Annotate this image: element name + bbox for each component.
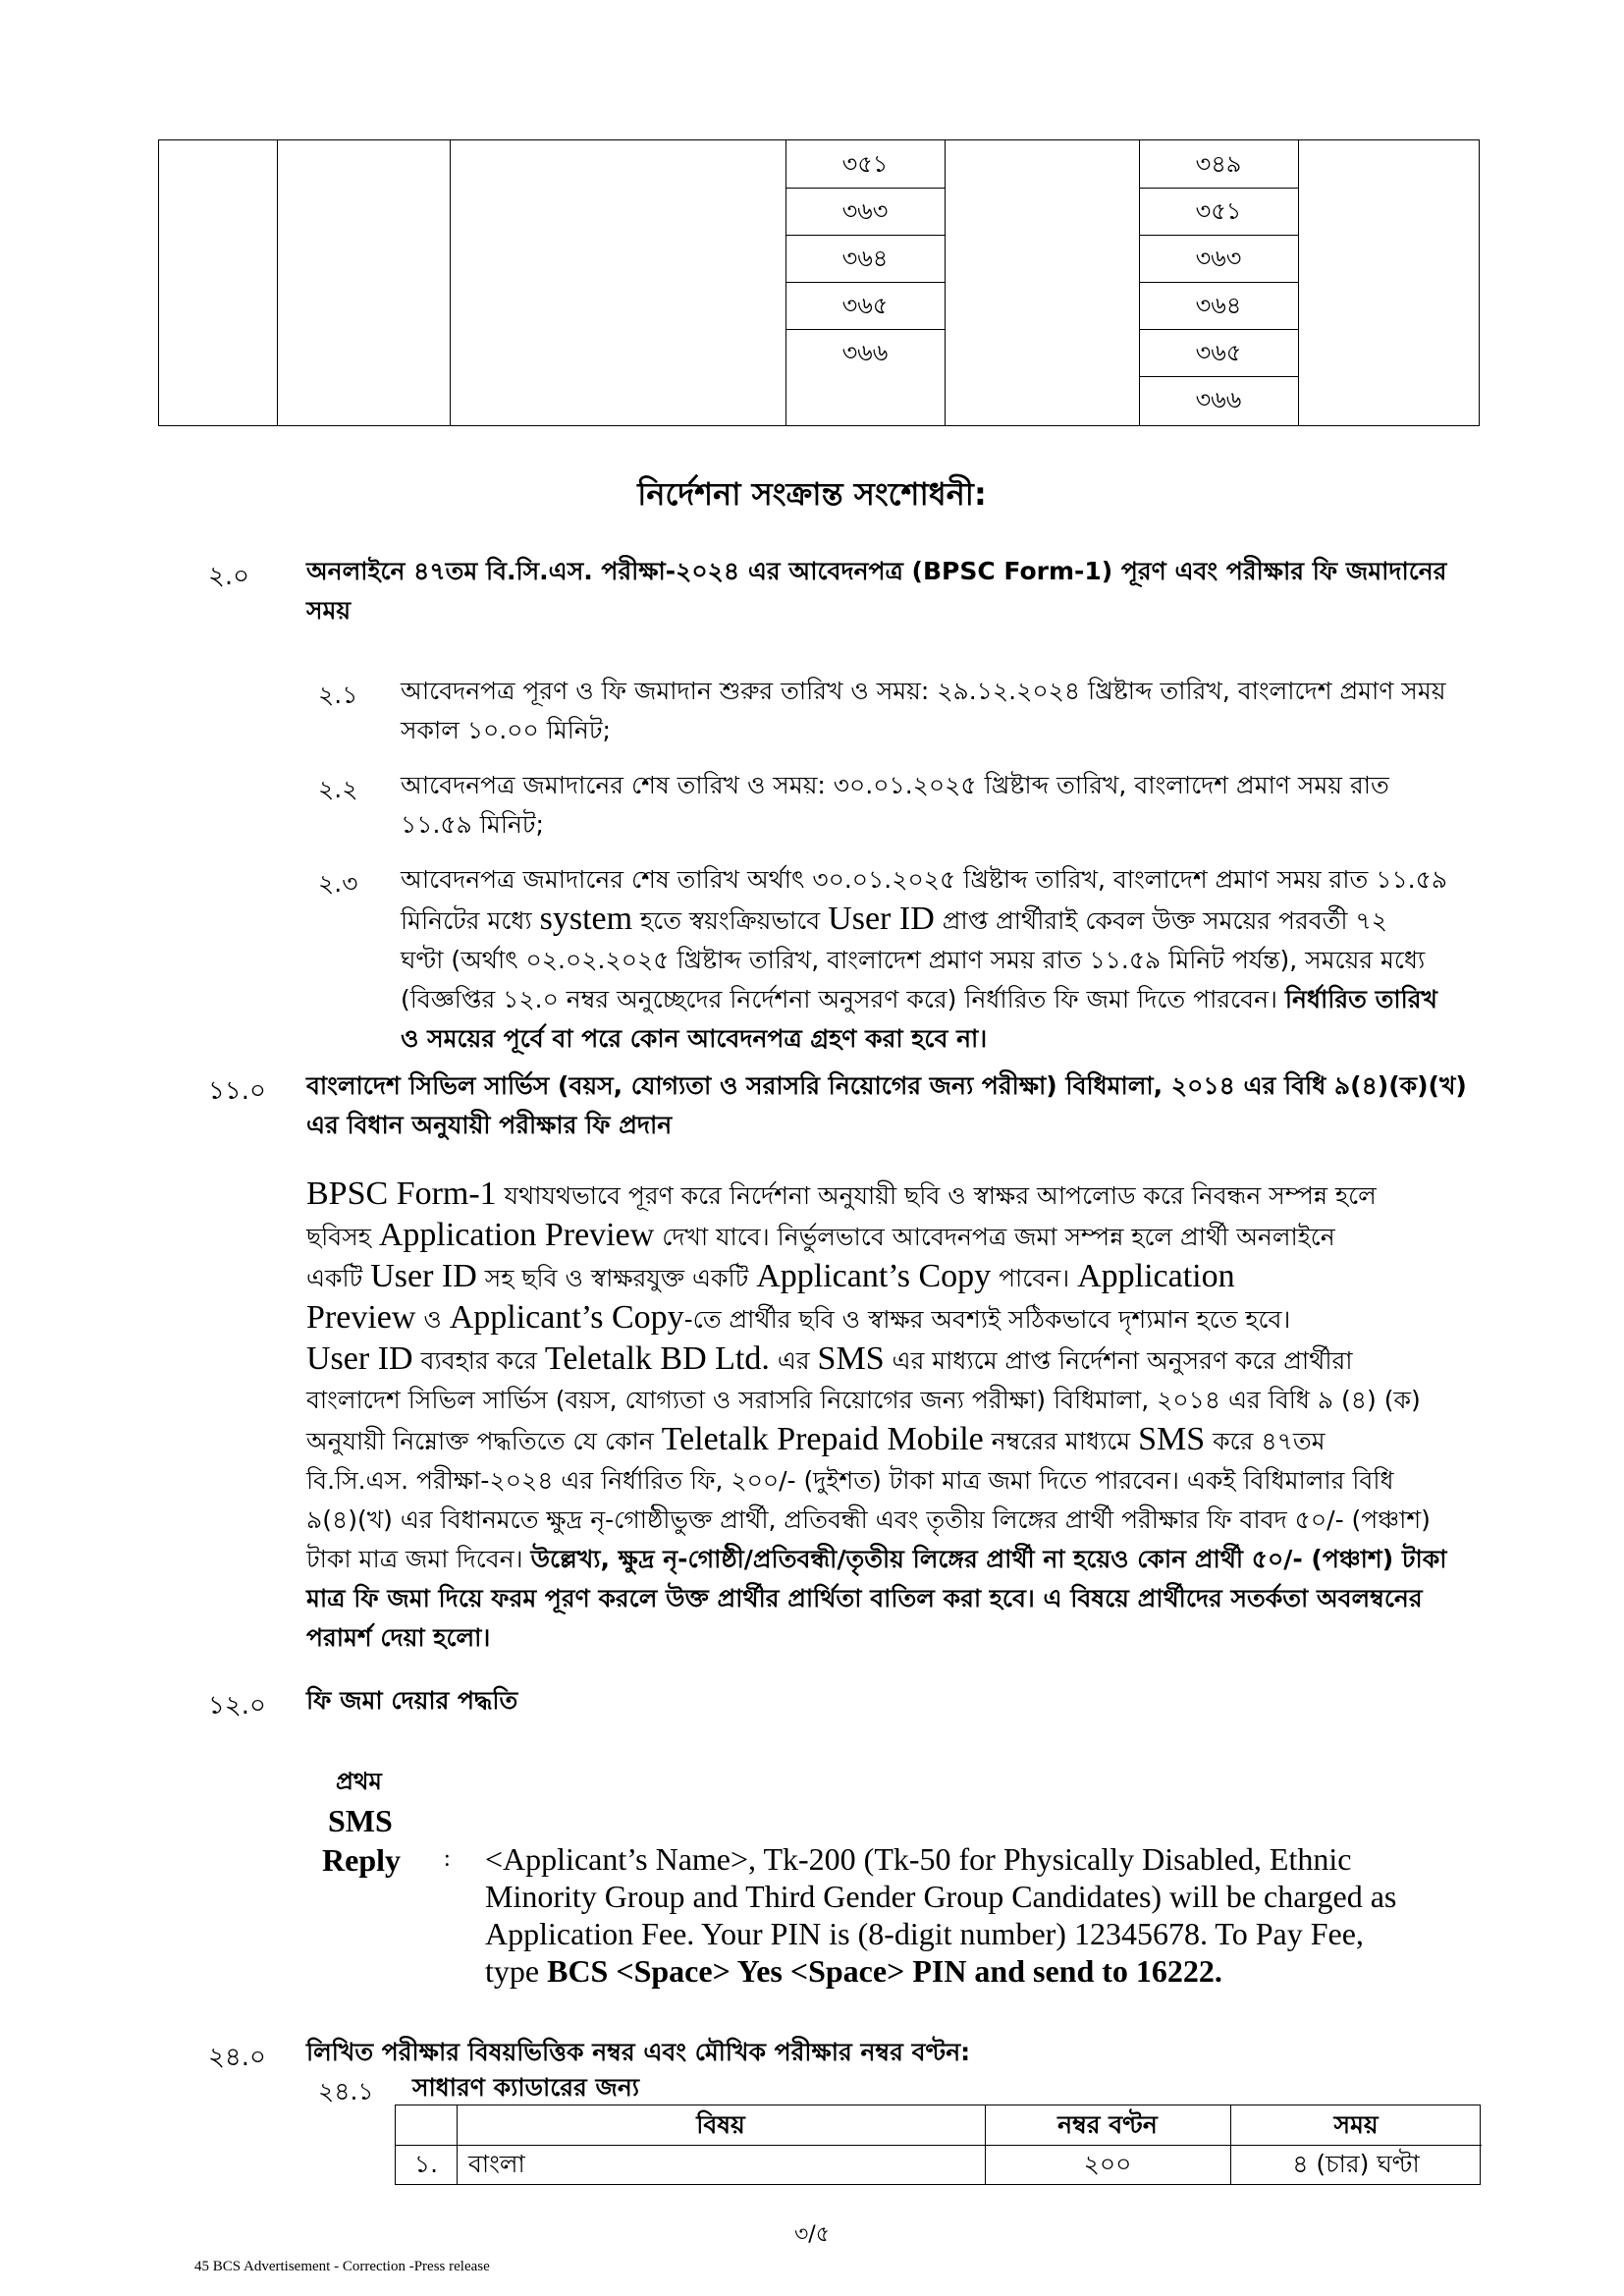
continued-table bbox=[158, 139, 1480, 426]
section-title-line: সময় bbox=[306, 596, 352, 625]
fee-paragraph bbox=[306, 1175, 1481, 1658]
text-line: Minority Group and Third Gender Group Candidates) will be charged as bbox=[485, 1879, 1397, 1914]
text-line: আবেদনপত্র জমাদানের শেষ তারিখ ও সময়: ৩০.০১.২০২৫ খ্রিষ্টাব্দ তারিখ, বাংলাদেশ প্রমাণ সময় রাত bbox=[401, 771, 1389, 799]
table-cell: ৩৫১ bbox=[841, 150, 889, 178]
subsection-title: সাধারণ ক্যাডারের জন্য bbox=[412, 2073, 640, 2102]
subsection-number: ২৪.১ bbox=[318, 2077, 374, 2105]
text-line: পরামর্শ দেয়া হলো। bbox=[306, 1623, 491, 1652]
text-line: (বিজ্ঞপ্তির ১২.০ নম্বর অনুচ্ছেদের নির্দেশনা অনুসরণ করে) নির্ধারিত ফি জমা দিতে পারবেন। নির্ধারিত তারিখ bbox=[401, 985, 1437, 1013]
item-number: ২.২ bbox=[318, 775, 358, 803]
text-line: ও সময়ের পূর্বে বা পরে কোন আবেদনপত্র গ্রহণ করা হবে না। bbox=[401, 1024, 988, 1053]
text-line: মিনিটের মধ্যে system হতে স্বয়ংক্রিয়ভাবে User ID প্রাপ্ত প্রার্থীরাই কেবল উক্ত সময়ের পরবর্তী ৭২ bbox=[401, 901, 1388, 937]
section-title: লিখিত পরীক্ষার বিষয়ভিত্তিক নম্বর এবং মৌখিক পরীক্ষার নম্বর বণ্টন: bbox=[306, 2038, 971, 2066]
text-line: বাংলাদেশ সিভিল সার্ভিস (বয়স, যোগ্যতা ও সরাসরি নিয়োগের জন্য পরীক্ষা) বিধিমালা, ২০১৪ এর বিধি ৯ (৪) (ক) bbox=[306, 1386, 1421, 1414]
marks-table bbox=[395, 2105, 1481, 2185]
table-cell: ৩৬৬ bbox=[841, 339, 889, 366]
section-number: ১২.০ bbox=[208, 1691, 266, 1721]
text-line: ৯(৪)(খ) এর বিধানমতে ক্ষুদ্র নৃ-গোষ্ঠীভুক্ত প্রার্থী, প্রতিবন্ধী এবং তৃতীয় লিঙ্গের প্রার্থী পরীক্ষার ফি বাবদ ৫০/- (পঞ্চাশ) bbox=[306, 1505, 1431, 1534]
text-line: মাত্র ফি জমা দিয়ে ফরম পূরণ করলে উক্ত প্রার্থীর প্রার্থিতা বাতিল করা হবে। এ বিষয়ে প্রার্থীদের সতর্কতা অবলম্বনের bbox=[306, 1584, 1423, 1613]
text-line: আবেদনপত্র পূরণ ও ফি জমাদান শুরুর তারিখ ও সময়: ২৯.১২.২০২৪ খ্রিষ্টাব্দ তারিখ, বাংলাদেশ প্রমাণ সময় bbox=[401, 677, 1446, 705]
text-line: ঘণ্টা (অর্থাৎ ০২.০২.২০২৫ খ্রিষ্টাব্দ তারিখ, বাংলাদেশ প্রমাণ সময় রাত ১১.৫৯ মিনিট পর্যন্ত), সময়ের মধ্যে bbox=[401, 946, 1426, 974]
table-header: নম্বর বণ্টন bbox=[1057, 2110, 1158, 2139]
table-cell: ৩৬৫ bbox=[841, 292, 889, 319]
text-line: টাকা মাত্র জমা দিবেন। উল্লেখ্য, ক্ষুদ্র নৃ-গোষ্ঠী/প্রতিবন্ধী/তৃতীয় লিঙ্গের প্রার্থী না হয়েও কোন প্রার্থী ৫০/- (পঞ্চাশ) টাকা bbox=[306, 1545, 1447, 1573]
table-cell: ৩৬৬ bbox=[1195, 386, 1242, 413]
item-text bbox=[401, 672, 1481, 750]
section-number: ১১.০ bbox=[208, 1076, 266, 1106]
item-text bbox=[401, 766, 1481, 845]
section-number: ২.০ bbox=[208, 562, 250, 591]
text-line: <Applicant’s Name>, Tk-200 (Tk-50 for Physically Disabled, Ethnic bbox=[485, 1841, 1352, 1877]
text-line: Application Fee. Your PIN is (8-digit number) 12345678. To Pay Fee, bbox=[485, 1916, 1364, 1951]
section-title: ফি জমা দেয়ার পদ্ধতি bbox=[306, 1686, 518, 1715]
sms-reply-text bbox=[485, 1840, 1481, 1990]
section-title-line: এর বিধান অনুযায়ী পরীক্ষার ফি প্রদান bbox=[306, 1111, 673, 1139]
table-header: সময় bbox=[1333, 2110, 1379, 2139]
table-cell: ২০০ bbox=[1083, 2150, 1132, 2178]
section-title-line: বাংলাদেশ সিভিল সার্ভিস (বয়স, যোগ্যতা ও সরাসরি নিয়োগের জন্য পরীক্ষা) বিধিমালা, ২০১৪ এর বিধি ৯(৪)(ক)(খ) bbox=[306, 1071, 1467, 1100]
section-heading: নির্দেশনা সংক্রান্ত সংশোধনী: bbox=[637, 475, 987, 513]
section-title bbox=[306, 552, 1481, 630]
table-cell: ৩৫১ bbox=[1195, 197, 1242, 225]
text-line: বি.সি.এস. পরীক্ষা-২০২৪ এর নির্ধারিত ফি, ২০০/- (দুইশত) টাকা মাত্র জমা দিতে পারবেন। একই বিধিমালার বিধি bbox=[306, 1466, 1394, 1495]
text-line: আবেদনপত্র জমাদানের শেষ তারিখ অর্থাৎ ৩০.০১.২০২৫ খ্রিষ্টাব্দ তারিখ, বাংলাদেশ প্রমাণ সময় রাত ১১.৫৯ bbox=[401, 865, 1448, 894]
item-number: ২.৩ bbox=[318, 869, 358, 898]
sms-label-reply: Reply bbox=[322, 1842, 401, 1878]
table-cell: ৪ (চার) ঘণ্টা bbox=[1292, 2150, 1420, 2178]
table-cell: ৩৬৪ bbox=[841, 245, 889, 272]
table-cell: ৩৬৩ bbox=[1195, 245, 1242, 272]
text-line: type BCS <Space> Yes <Space> PIN and send to 16222. bbox=[485, 1953, 1222, 1989]
section-number: ২৪.০ bbox=[208, 2043, 266, 2072]
sms-label-sms: SMS bbox=[328, 1803, 393, 1838]
footer-filename: 45 BCS Advertisement - Correction -Press release bbox=[194, 2259, 490, 2274]
table-cell: ৩৪৯ bbox=[1195, 150, 1242, 178]
page-number: ৩/৫ bbox=[794, 2222, 830, 2247]
text-line: Preview ও Applicant’s Copy-তে প্রার্থীর ছবি ও স্বাক্ষর অবশ্যই সঠিকভাবে দৃশ্যমান হতে হবে। bbox=[306, 1299, 1291, 1336]
text-line: সকাল ১০.০০ মিনিট; bbox=[401, 716, 611, 744]
text-line: একটি User ID সহ ছবি ও স্বাক্ষরযুক্ত একটি Applicant’s Copy পাবেন। Application bbox=[306, 1258, 1235, 1294]
item-text bbox=[401, 860, 1481, 1059]
table-cell: বাংলা bbox=[468, 2150, 525, 2178]
text-line: ছবিসহ Application Preview দেখা যাবে। নির্ভুলভাবে আবেদনপত্র জমা সম্পন্ন হলে প্রার্থী অনলাইনে bbox=[306, 1217, 1335, 1253]
table-cell: ৩৬৫ bbox=[1195, 339, 1242, 366]
section-title bbox=[306, 1066, 1481, 1145]
sms-label-first: প্রথম bbox=[336, 1768, 382, 1795]
text-line: অনুযায়ী নিম্নোক্ত পদ্ধতিতে যে কোন Teletalk Prepaid Mobile নম্বরের মাধ্যমে SMS করে ৪৭তম bbox=[306, 1421, 1326, 1457]
table-cell: ১. bbox=[413, 2150, 439, 2178]
item-number: ২.১ bbox=[318, 681, 358, 709]
table-header: বিষয় bbox=[696, 2110, 745, 2139]
table-cell: ৩৬৩ bbox=[841, 197, 889, 225]
table-cell: ৩৬৪ bbox=[1195, 292, 1242, 319]
text-line: BPSC Form-1 যথাযথভাবে পূরণ করে নির্দেশনা অনুযায়ী ছবি ও স্বাক্ষর আপলোড করে নিবন্ধন সম্পন্ন হলে bbox=[306, 1175, 1377, 1212]
section-title-line: অনলাইনে ৪৭তম বি.সি.এস. পরীক্ষা-২০২৪ এর আবেদনপত্র (BPSC Form-1) পূরণ এবং পরীক্ষার ফি জমাদানের bbox=[306, 557, 1447, 585]
text-line: ১১.৫৯ মিনিট; bbox=[401, 810, 544, 839]
sms-colon: : bbox=[444, 1846, 451, 1872]
text-line: User ID ব্যবহার করে Teletalk BD Ltd. এর SMS এর মাধ্যমে প্রাপ্ত নির্দেশনা অনুসরণ করে প্রার্থীরা bbox=[306, 1340, 1353, 1377]
